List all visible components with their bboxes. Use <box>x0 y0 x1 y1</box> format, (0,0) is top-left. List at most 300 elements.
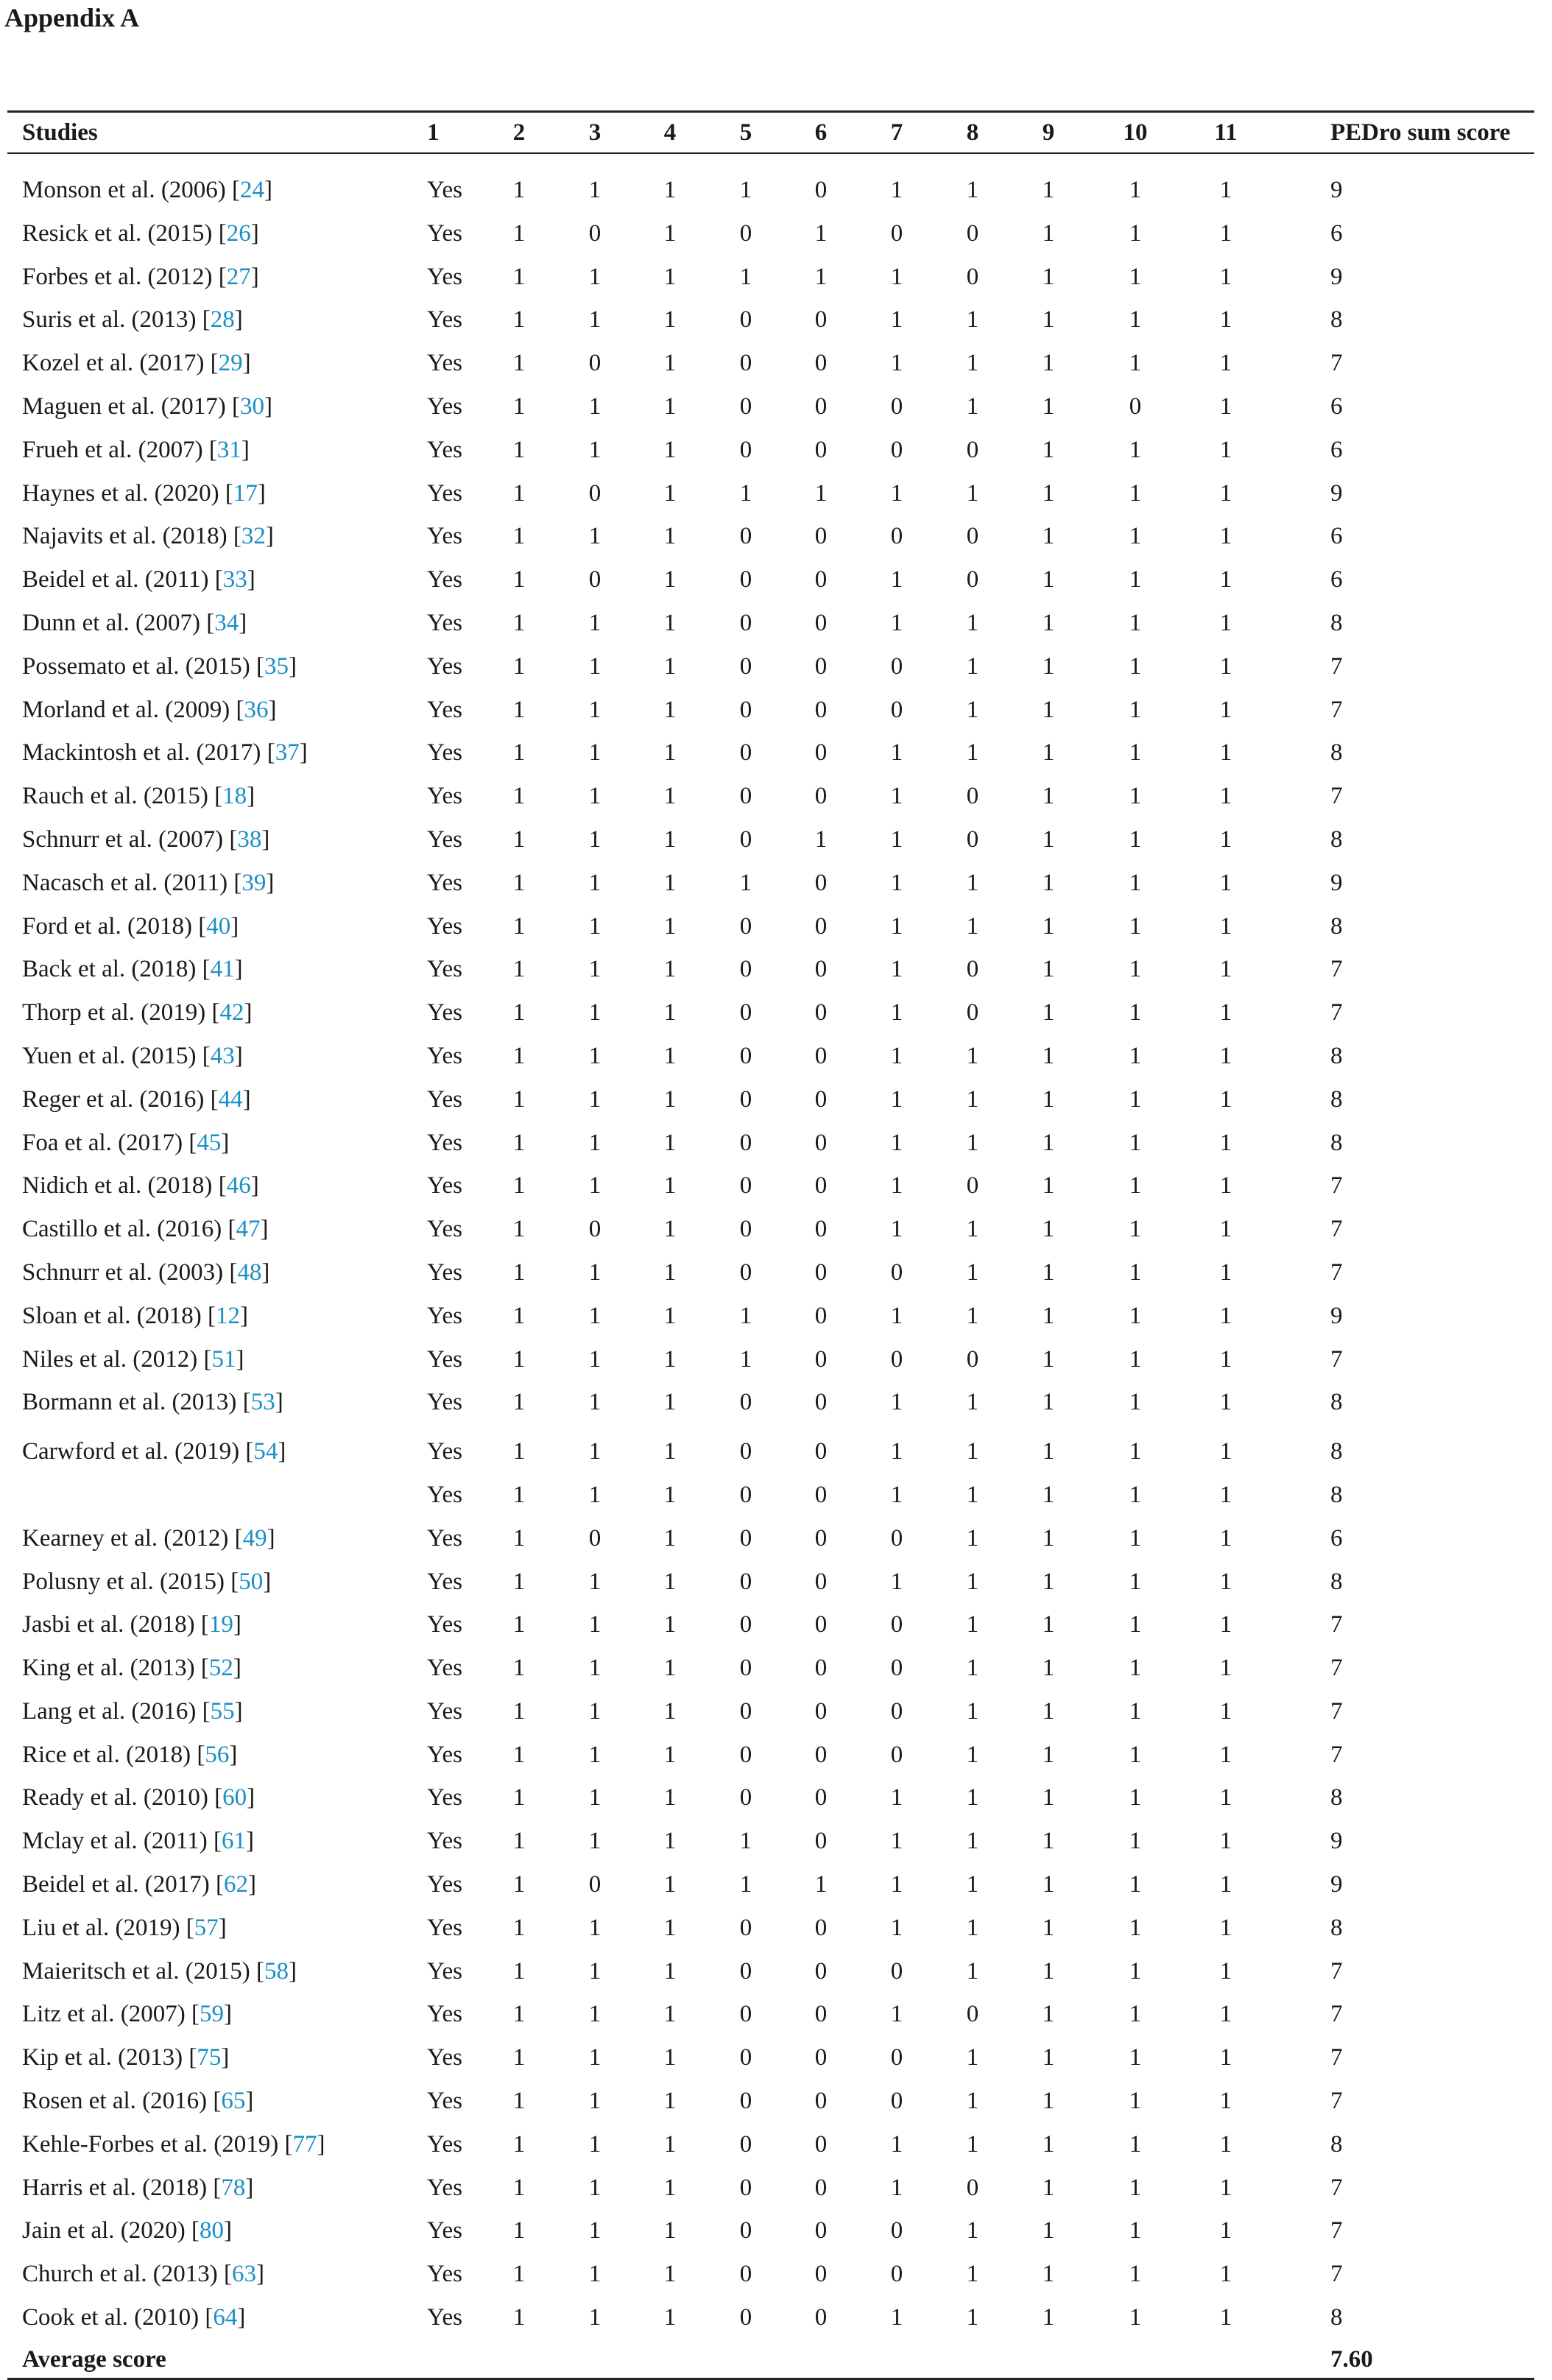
criterion-3-cell: 1 <box>588 2044 602 2071</box>
study-name: Forbes et al. (2012) <box>22 263 213 290</box>
criterion-11-cell: 1 <box>1219 1481 1232 1508</box>
study-cell: Mclay et al. (2011) [61] <box>22 1828 254 1855</box>
reference-link[interactable]: 39 <box>241 869 267 896</box>
criterion-3-cell: 1 <box>588 696 602 723</box>
criterion-4-cell: 1 <box>663 1655 677 1682</box>
reference-link[interactable]: 40 <box>206 912 231 940</box>
criterion-11-cell: 1 <box>1219 1655 1232 1682</box>
reference-link[interactable]: 44 <box>218 1085 243 1113</box>
sum-score-cell: 7 <box>1330 2261 1343 2288</box>
criterion-8-cell: 1 <box>966 1568 979 1595</box>
criterion-4-cell: 1 <box>663 1784 677 1812</box>
criterion-4-cell: 1 <box>663 523 677 550</box>
criterion-8-cell: 0 <box>966 436 979 463</box>
criterion-8-cell: 1 <box>966 1302 979 1329</box>
criterion-3-cell: 1 <box>588 523 602 550</box>
criterion-7-cell: 0 <box>890 1741 903 1768</box>
criterion-8-cell: 1 <box>966 2088 979 2115</box>
criterion-9-cell: 1 <box>1042 479 1055 507</box>
criterion-5-cell: 0 <box>739 219 752 247</box>
reference-link[interactable]: 35 <box>264 652 289 680</box>
study-cell: Morland et al. (2009) [36] <box>22 696 277 723</box>
criterion-1-cell: Yes <box>427 2044 463 2071</box>
criterion-5-cell: 0 <box>739 2044 752 2071</box>
study-cell: Forbes et al. (2012) [27] <box>22 263 259 290</box>
criterion-11-cell: 1 <box>1219 1129 1232 1156</box>
criterion-3-cell: 0 <box>588 566 602 594</box>
criterion-2-cell: 1 <box>512 696 526 723</box>
reference-link[interactable]: 36 <box>244 696 269 723</box>
criterion-9-cell: 1 <box>1042 1524 1055 1552</box>
criterion-10-cell: 1 <box>1129 263 1142 290</box>
table-row <box>7 2168 1534 2211</box>
criterion-2-cell: 1 <box>512 1345 526 1373</box>
reference-link[interactable]: 38 <box>237 825 262 853</box>
criterion-5-cell: 0 <box>739 739 752 767</box>
criterion-2-cell: 1 <box>512 306 526 334</box>
criterion-4-cell: 1 <box>663 696 677 723</box>
reference-link[interactable]: 48 <box>237 1258 262 1286</box>
criterion-11-cell: 1 <box>1219 1216 1232 1243</box>
criterion-8-cell: 1 <box>966 696 979 723</box>
criterion-11-cell: 1 <box>1219 2304 1232 2331</box>
criterion-3-cell: 1 <box>588 1438 602 1465</box>
criterion-2-cell: 1 <box>512 1655 526 1682</box>
reference-link[interactable]: 55 <box>210 1697 235 1725</box>
criterion-6-cell: 0 <box>814 1389 828 1416</box>
criterion-2-cell: 1 <box>512 177 526 203</box>
criterion-9-cell: 1 <box>1042 652 1055 680</box>
criterion-2-cell: 1 <box>512 652 526 680</box>
table-row <box>7 257 1534 300</box>
study-cell: Lang et al. (2016) [55] <box>22 1697 243 1725</box>
criterion-5-cell: 0 <box>739 1568 752 1595</box>
criterion-5-cell: 0 <box>739 825 752 853</box>
criterion-10-cell: 1 <box>1129 523 1142 550</box>
criterion-5-cell: 1 <box>739 177 752 203</box>
criterion-6-cell: 0 <box>814 2130 828 2158</box>
table-row <box>7 170 1534 214</box>
reference-link[interactable]: 34 <box>214 609 239 636</box>
reference-link[interactable]: 28 <box>210 306 235 334</box>
criterion-11-cell: 1 <box>1219 1697 1232 1725</box>
criterion-2-cell: 1 <box>512 350 526 377</box>
criterion-10-cell: 1 <box>1129 609 1142 636</box>
sum-score-cell: 7 <box>1330 652 1343 680</box>
criterion-7-cell: 1 <box>890 609 903 636</box>
study-name: Maieritsch et al. (2015) <box>22 1957 250 1985</box>
criterion-7-cell: 0 <box>890 1957 903 1985</box>
criterion-4-cell: 1 <box>663 263 677 290</box>
criterion-6-cell: 0 <box>814 912 828 940</box>
criterion-9-cell: 1 <box>1042 2088 1055 2115</box>
table-row <box>7 2254 1534 2298</box>
criterion-3-cell: 1 <box>588 999 602 1027</box>
reference-link[interactable]: 58 <box>264 1957 289 1985</box>
criterion-2-cell: 1 <box>512 2001 526 2028</box>
criterion-1-cell: Yes <box>427 1784 463 1812</box>
reference-link[interactable]: 75 <box>197 2044 222 2071</box>
table-row <box>7 776 1534 820</box>
criterion-11-cell: 1 <box>1219 1784 1232 1812</box>
table-row <box>7 1253 1534 1296</box>
criterion-4-cell: 1 <box>663 2174 677 2201</box>
reference-link[interactable]: 56 <box>205 1741 230 1768</box>
criterion-1-cell: Yes <box>427 2174 463 2201</box>
criterion-10-cell: 1 <box>1129 1655 1142 1682</box>
criterion-7-cell: 1 <box>890 1871 903 1898</box>
reference-link[interactable]: 52 <box>208 1655 233 1682</box>
reference-link[interactable]: 41 <box>210 956 235 983</box>
criterion-1-cell: Yes <box>427 1216 463 1243</box>
reference-link[interactable]: 45 <box>197 1129 222 1156</box>
criterion-2-cell: 1 <box>512 825 526 853</box>
reference-link[interactable]: 61 <box>221 1828 246 1855</box>
criterion-10-cell: 1 <box>1129 1914 1142 1941</box>
criterion-3-cell: 1 <box>588 1568 602 1595</box>
criterion-6-cell: 1 <box>814 263 828 290</box>
criterion-6-cell: 0 <box>814 1568 828 1595</box>
criterion-7-cell: 0 <box>890 1258 903 1286</box>
criterion-1-cell: Yes <box>427 2130 463 2158</box>
criterion-2-cell: 1 <box>512 1524 526 1552</box>
study-cell: Kozel et al. (2017) [29] <box>22 350 251 377</box>
criterion-7-cell: 0 <box>890 2217 903 2245</box>
criterion-4-cell: 1 <box>663 739 677 767</box>
table-row <box>7 993 1534 1036</box>
criterion-3-cell: 1 <box>588 1302 602 1329</box>
criterion-5-cell: 0 <box>739 2217 752 2245</box>
criterion-6-cell: 0 <box>814 2304 828 2331</box>
reference-link[interactable]: 27 <box>226 263 251 290</box>
study-cell: King et al. (2013) [52] <box>22 1655 241 1682</box>
reference-link[interactable]: 30 <box>240 392 264 420</box>
table-row <box>7 2211 1534 2254</box>
criterion-1-cell: Yes <box>427 2261 463 2288</box>
table-header-row <box>7 113 1534 154</box>
reference-link[interactable]: 33 <box>222 566 247 594</box>
criterion-9-cell: 1 <box>1042 739 1055 767</box>
criterion-9-cell: 1 <box>1042 609 1055 636</box>
study-cell: Rosen et al. (2016) [65] <box>22 2088 254 2115</box>
reference-link[interactable]: 18 <box>222 783 247 810</box>
criterion-1-cell: Yes <box>427 523 463 550</box>
criterion-6-cell: 0 <box>814 523 828 550</box>
criterion-7-cell: 0 <box>890 696 903 723</box>
criterion-6-cell: 0 <box>814 1914 828 1941</box>
criterion-7-cell: 1 <box>890 1129 903 1156</box>
reference-link[interactable]: 54 <box>253 1438 278 1465</box>
criterion-6-cell: 0 <box>814 177 828 203</box>
criterion-5-cell: 1 <box>739 869 752 896</box>
criterion-2-cell: 1 <box>512 869 526 896</box>
reference-link[interactable]: 17 <box>233 479 258 507</box>
criterion-6-cell: 0 <box>814 1172 828 1200</box>
criterion-9-cell: 1 <box>1042 1438 1055 1465</box>
criterion-7-cell: 0 <box>890 652 903 680</box>
criterion-4-cell: 1 <box>663 1042 677 1069</box>
header-item-3: 3 <box>588 119 602 146</box>
reference-link[interactable]: 47 <box>236 1216 261 1243</box>
criterion-4-cell: 1 <box>663 2088 677 2115</box>
table-row <box>7 1339 1534 1383</box>
criterion-6-cell: 0 <box>814 392 828 420</box>
criterion-10-cell: 1 <box>1129 1784 1142 1812</box>
reference-link[interactable]: 78 <box>221 2174 246 2201</box>
criterion-10-cell: 1 <box>1129 1129 1142 1156</box>
criterion-10-cell: 1 <box>1129 652 1142 680</box>
study-cell: Suris et al. (2013) [28] <box>22 306 243 334</box>
criterion-1-cell: Yes <box>427 2217 463 2245</box>
criterion-10-cell: 1 <box>1129 436 1142 463</box>
criterion-7-cell: 1 <box>890 2174 903 2201</box>
criterion-10-cell: 1 <box>1129 219 1142 247</box>
reference-link[interactable]: 49 <box>242 1524 267 1552</box>
criterion-1-cell: Yes <box>427 956 463 983</box>
criterion-2-cell: 1 <box>512 2217 526 2245</box>
criterion-9-cell: 1 <box>1042 2261 1055 2288</box>
reference-link[interactable]: 19 <box>208 1611 233 1638</box>
reference-link[interactable]: 37 <box>275 739 300 767</box>
reference-link[interactable]: 31 <box>216 436 241 463</box>
criterion-3-cell: 0 <box>588 219 602 247</box>
criterion-5-cell: 1 <box>739 479 752 507</box>
criterion-3-cell: 1 <box>588 1481 602 1508</box>
criterion-9-cell: 1 <box>1042 1655 1055 1682</box>
criterion-8-cell: 0 <box>966 1345 979 1373</box>
criterion-8-cell: 0 <box>966 956 979 983</box>
criterion-9-cell: 1 <box>1042 783 1055 810</box>
criterion-9-cell: 1 <box>1042 177 1055 203</box>
header-item-5: 5 <box>739 119 752 146</box>
criterion-4-cell: 1 <box>663 2261 677 2288</box>
criterion-5-cell: 0 <box>739 1085 752 1113</box>
criterion-11-cell: 1 <box>1219 1871 1232 1898</box>
criterion-2-cell: 1 <box>512 2304 526 2331</box>
reference-link[interactable]: 51 <box>211 1345 236 1373</box>
criterion-2-cell: 1 <box>512 2130 526 2158</box>
criterion-6-cell: 0 <box>814 1302 828 1329</box>
criterion-4-cell: 1 <box>663 1914 677 1941</box>
criterion-8-cell: 1 <box>966 912 979 940</box>
criterion-1-cell: Yes <box>427 1481 463 1508</box>
criterion-6-cell: 0 <box>814 1085 828 1113</box>
table-row <box>7 2124 1534 2168</box>
table-row <box>7 516 1534 560</box>
study-cell: Church et al. (2013) [63] <box>22 2261 265 2288</box>
criterion-10-cell: 1 <box>1129 2174 1142 2201</box>
criterion-2-cell: 1 <box>512 1828 526 1855</box>
criterion-6-cell: 0 <box>814 1524 828 1552</box>
criterion-4-cell: 1 <box>663 999 677 1027</box>
reference-link[interactable]: 46 <box>226 1172 251 1200</box>
criterion-5-cell: 0 <box>739 523 752 550</box>
criterion-8-cell: 1 <box>966 1914 979 1941</box>
table-row <box>7 863 1534 906</box>
criterion-1-cell: Yes <box>427 1172 463 1200</box>
criterion-8-cell: 1 <box>966 739 979 767</box>
criterion-7-cell: 1 <box>890 912 903 940</box>
criterion-2-cell: 1 <box>512 1568 526 1595</box>
criterion-3-cell: 1 <box>588 2174 602 2201</box>
table-row <box>7 1691 1534 1735</box>
criterion-9-cell: 1 <box>1042 1784 1055 1812</box>
study-cell: Ford et al. (2018) [40] <box>22 912 239 940</box>
criterion-5-cell: 0 <box>739 350 752 377</box>
criterion-8-cell: 0 <box>966 825 979 853</box>
reference-link[interactable]: 59 <box>200 2001 225 2028</box>
table-row <box>7 733 1534 776</box>
criterion-7-cell: 0 <box>890 2088 903 2115</box>
criterion-6-cell: 0 <box>814 696 828 723</box>
reference-link[interactable]: 53 <box>250 1389 275 1416</box>
study-cell: Haynes et al. (2020) [17] <box>22 479 266 507</box>
criterion-8-cell: 0 <box>966 1172 979 1200</box>
reference-link[interactable]: 65 <box>221 2088 246 2115</box>
reference-link[interactable]: 64 <box>213 2304 238 2331</box>
criterion-5-cell: 0 <box>739 2261 752 2288</box>
reference-link[interactable]: 42 <box>219 999 244 1027</box>
table-row <box>7 1605 1534 1648</box>
reference-link[interactable]: 50 <box>239 1568 264 1595</box>
criterion-10-cell: 1 <box>1129 783 1142 810</box>
criterion-2-cell: 1 <box>512 1697 526 1725</box>
criterion-4-cell: 1 <box>663 1172 677 1200</box>
study-cell: Dunn et al. (2007) [34] <box>22 609 247 636</box>
study-cell: Kip et al. (2013) [75] <box>22 2044 230 2071</box>
criterion-5-cell: 1 <box>739 1871 752 1898</box>
criterion-11-cell: 1 <box>1219 177 1232 203</box>
criterion-1-cell: Yes <box>427 1042 463 1069</box>
reference-link[interactable]: 62 <box>224 1871 249 1898</box>
criterion-6-cell: 0 <box>814 350 828 377</box>
criterion-2-cell: 1 <box>512 1216 526 1243</box>
criterion-10-cell: 1 <box>1129 177 1142 203</box>
criterion-4-cell: 1 <box>663 1389 677 1416</box>
reference-link[interactable]: 32 <box>241 523 266 550</box>
sum-score-cell: 7 <box>1330 1741 1343 1768</box>
reference-link[interactable]: 80 <box>200 2217 225 2245</box>
criterion-6-cell: 0 <box>814 1784 828 1812</box>
criterion-1-cell: Yes <box>427 392 463 420</box>
table-row <box>7 387 1534 430</box>
criterion-9-cell: 1 <box>1042 1957 1055 1985</box>
study-cell: Beidel et al. (2017) [62] <box>22 1871 257 1898</box>
criterion-10-cell: 1 <box>1129 2044 1142 2071</box>
criterion-3-cell: 1 <box>588 263 602 290</box>
header-item-9: 9 <box>1042 119 1055 146</box>
reference-link[interactable]: 24 <box>240 177 265 203</box>
study-cell: Mackintosh et al. (2017) [37] <box>22 739 308 767</box>
criterion-6-cell: 0 <box>814 2001 828 2028</box>
criterion-4-cell: 1 <box>663 1216 677 1243</box>
reference-link[interactable]: 63 <box>232 2261 257 2288</box>
sum-score-cell: 7 <box>1330 1258 1343 1286</box>
reference-link[interactable]: 29 <box>218 350 243 377</box>
criterion-1-cell: Yes <box>427 1258 463 1286</box>
criterion-3-cell: 1 <box>588 1741 602 1768</box>
study-name: Rice et al. (2018) <box>22 1741 191 1768</box>
table-row <box>7 690 1534 733</box>
criterion-11-cell: 1 <box>1219 2001 1232 2028</box>
criterion-7-cell: 0 <box>890 392 903 420</box>
criterion-5-cell: 0 <box>739 1258 752 1286</box>
criterion-6-cell: 0 <box>814 739 828 767</box>
study-cell: Monson et al. (2006) [24] <box>22 177 273 203</box>
criterion-7-cell: 0 <box>890 2044 903 2071</box>
study-name: Kip et al. (2013) <box>22 2044 183 2071</box>
criterion-8-cell: 1 <box>966 1741 979 1768</box>
criterion-3-cell: 1 <box>588 1784 602 1812</box>
study-name: Dunn et al. (2007) <box>22 609 200 636</box>
sum-score-cell: 7 <box>1330 350 1343 377</box>
criterion-7-cell: 1 <box>890 1389 903 1416</box>
study-name: Rosen et al. (2016) <box>22 2088 208 2115</box>
criterion-4-cell: 1 <box>663 479 677 507</box>
criterion-6-cell: 0 <box>814 652 828 680</box>
study-name: Cook et al. (2010) <box>22 2304 200 2331</box>
criterion-11-cell: 1 <box>1219 1957 1232 1985</box>
criterion-10-cell: 1 <box>1129 1568 1142 1595</box>
criterion-10-cell: 1 <box>1129 1611 1142 1638</box>
study-name: Nacasch et al. (2011) <box>22 869 228 896</box>
criterion-6-cell: 1 <box>814 479 828 507</box>
reference-link[interactable]: 12 <box>216 1302 241 1329</box>
study-cell: Sloan et al. (2018) [12] <box>22 1302 249 1329</box>
criterion-8-cell: 0 <box>966 2174 979 2201</box>
sum-score-cell: 6 <box>1330 1524 1343 1552</box>
sum-score-cell: 8 <box>1330 1568 1343 1595</box>
study-name: Yuen et al. (2015) <box>22 1042 197 1069</box>
criterion-5-cell: 0 <box>739 1957 752 1985</box>
table-row <box>7 1036 1534 1080</box>
table-row <box>7 1382 1534 1426</box>
reference-link[interactable]: 77 <box>292 2130 317 2158</box>
criterion-8-cell: 1 <box>966 306 979 334</box>
criterion-11-cell: 1 <box>1219 1914 1232 1941</box>
criterion-1-cell: Yes <box>427 1655 463 1682</box>
reference-link[interactable]: 60 <box>222 1784 247 1812</box>
criterion-8-cell: 1 <box>966 609 979 636</box>
criterion-1-cell: Yes <box>427 1389 463 1416</box>
criterion-5-cell: 0 <box>739 1784 752 1812</box>
criterion-7-cell: 1 <box>890 869 903 896</box>
study-name: Najavits et al. (2018) <box>22 523 227 550</box>
table-row <box>7 1908 1534 1951</box>
criterion-11-cell: 1 <box>1219 1085 1232 1113</box>
reference-link[interactable]: 43 <box>210 1042 235 1069</box>
criterion-11-cell: 1 <box>1219 2130 1232 2158</box>
criterion-1-cell: Yes <box>427 696 463 723</box>
study-cell: Najavits et al. (2018) [32] <box>22 523 274 550</box>
reference-link[interactable]: 26 <box>226 219 251 247</box>
criterion-2-cell: 1 <box>512 2174 526 2201</box>
reference-link[interactable]: 57 <box>194 1914 219 1941</box>
sum-score-cell: 7 <box>1330 2044 1343 2071</box>
criterion-7-cell: 1 <box>890 2304 903 2331</box>
criterion-2-cell: 1 <box>512 609 526 636</box>
table-row <box>7 906 1534 950</box>
table-row <box>7 820 1534 863</box>
criterion-5-cell: 1 <box>739 263 752 290</box>
criterion-9-cell: 1 <box>1042 1258 1055 1286</box>
table-row <box>7 473 1534 517</box>
criterion-5-cell: 0 <box>739 1697 752 1725</box>
criterion-3-cell: 1 <box>588 956 602 983</box>
criterion-1-cell: Yes <box>427 1438 463 1465</box>
criterion-2-cell: 1 <box>512 1129 526 1156</box>
criterion-11-cell: 1 <box>1219 2088 1232 2115</box>
